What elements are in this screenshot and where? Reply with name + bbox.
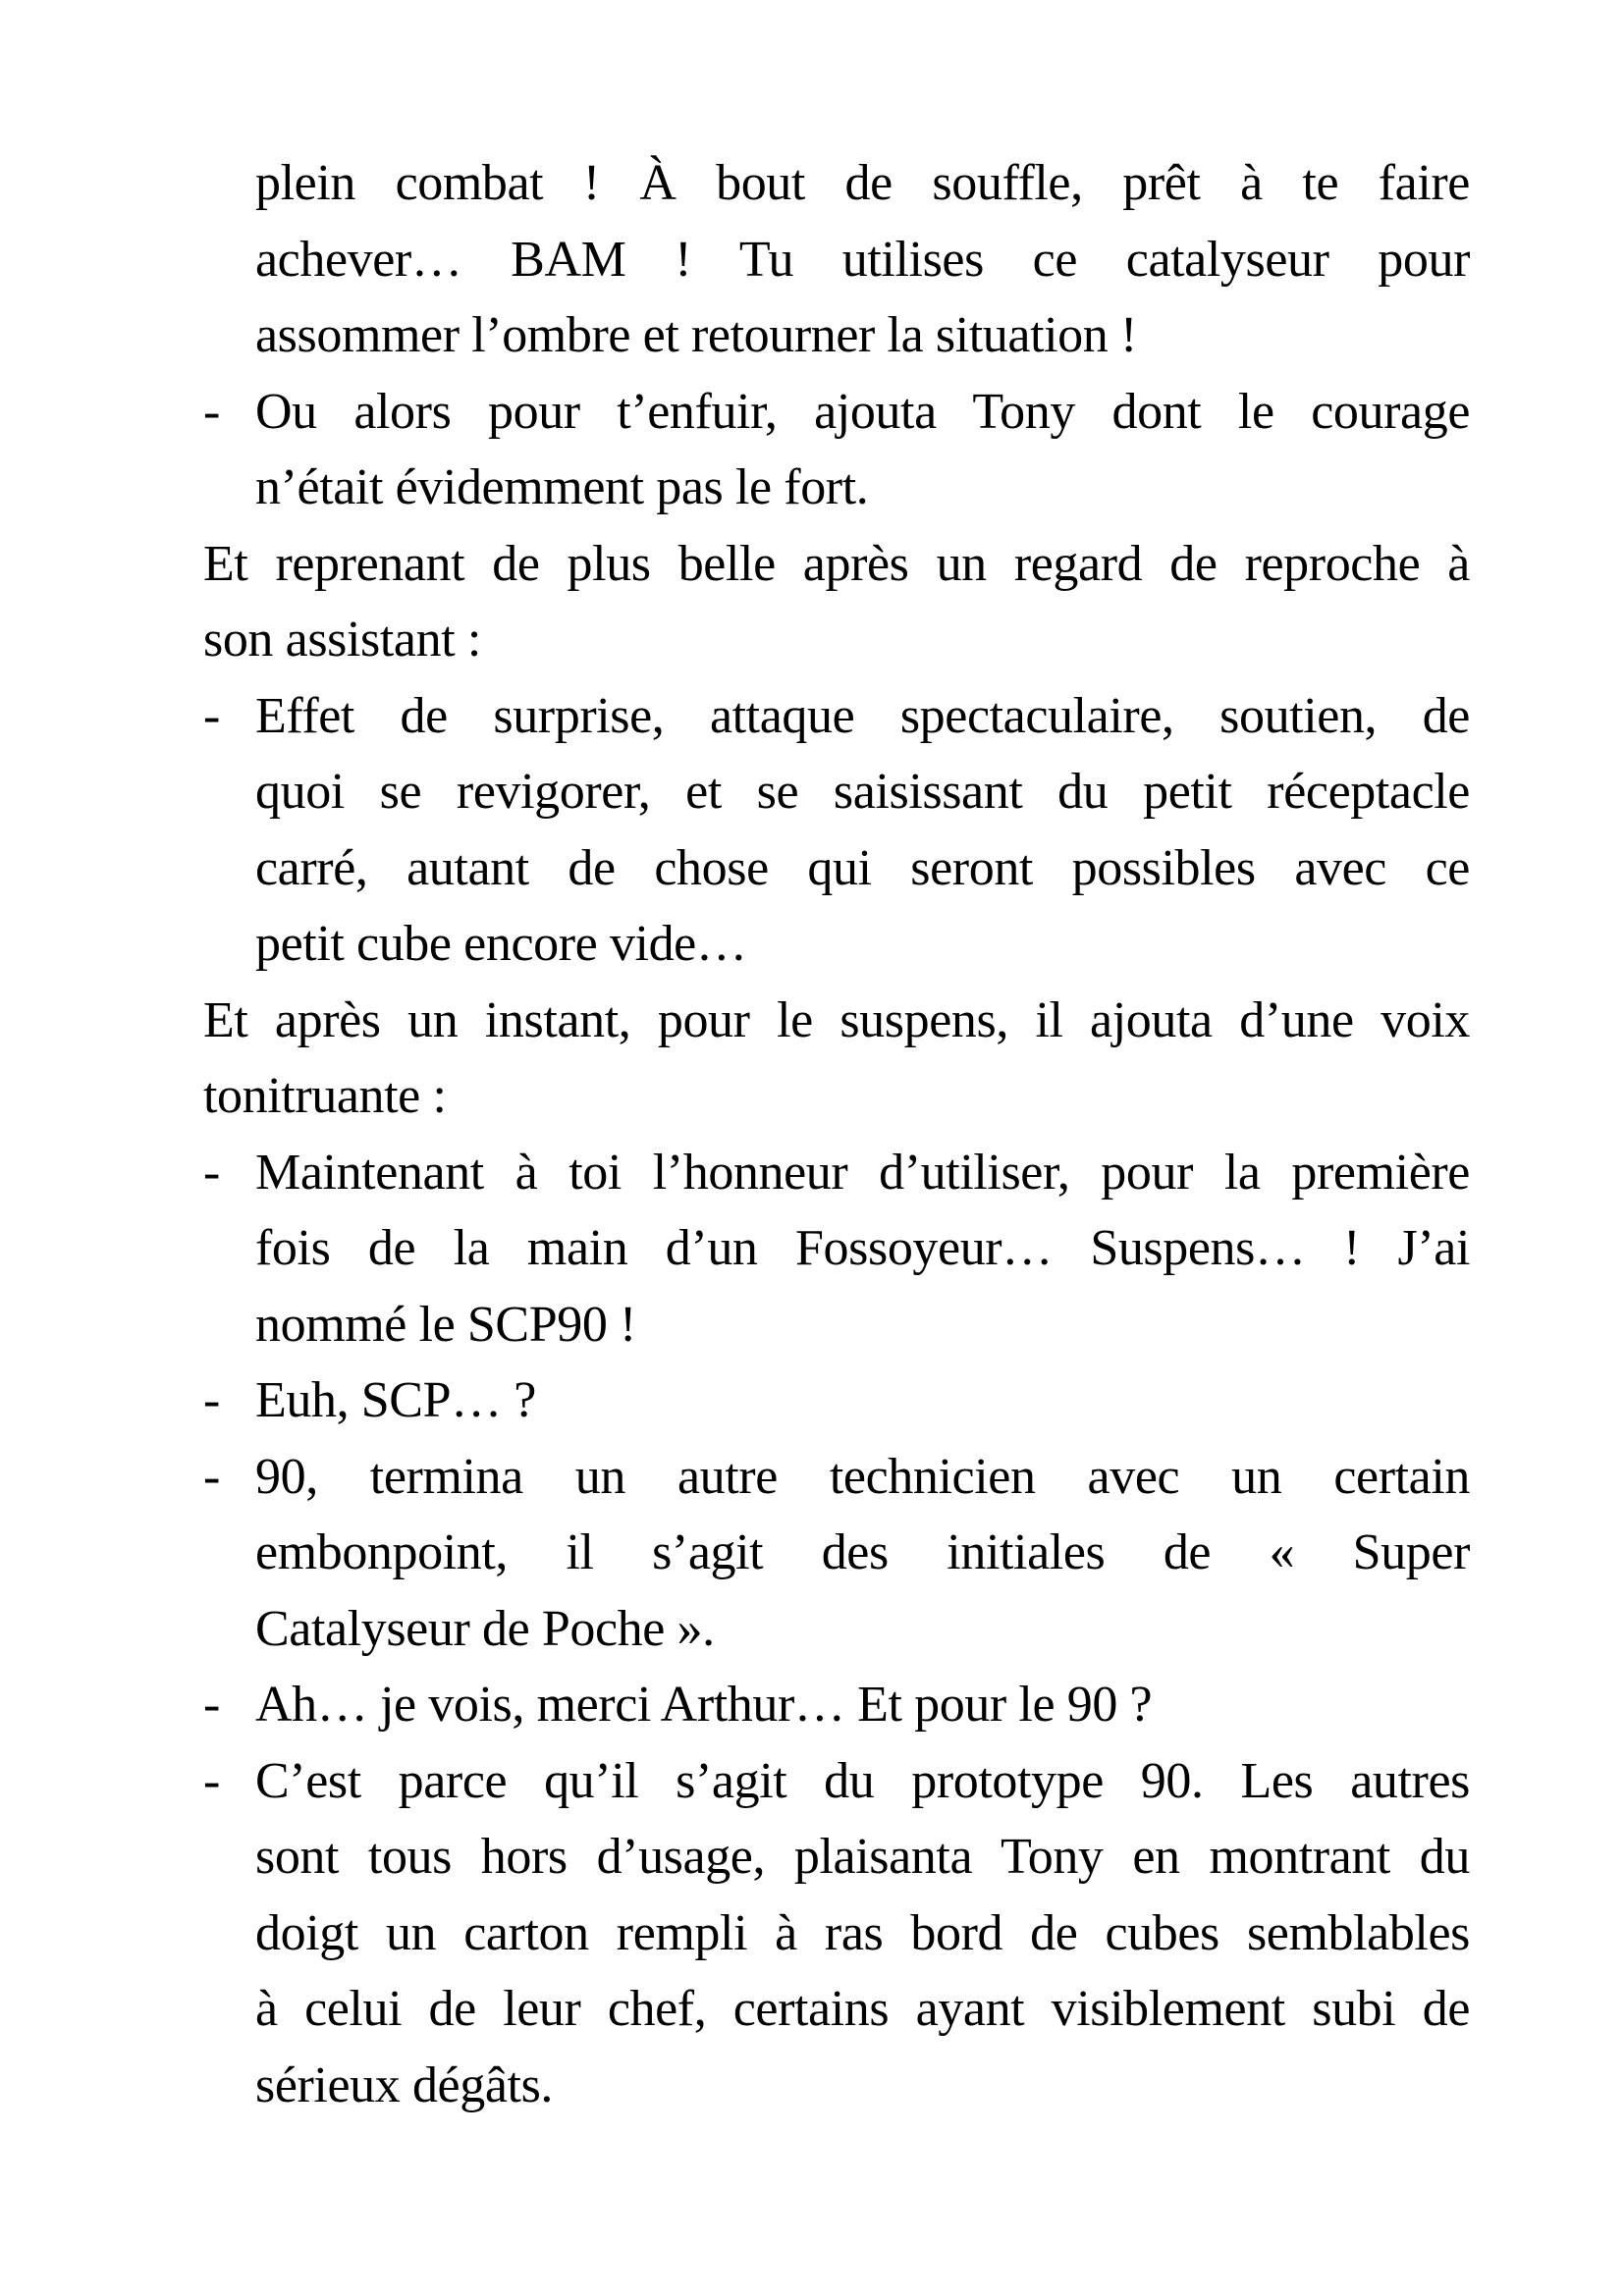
dialogue-dash: - <box>203 1372 220 1428</box>
page-text <box>203 145 1470 2123</box>
dialogue-dash: - <box>203 687 220 744</box>
text-line: Et reprenant de plus belle après un regard de reproche à <box>203 535 1470 592</box>
text-line <box>203 1667 1470 1743</box>
dialogue-dash: - <box>203 1677 220 1733</box>
text-line: Et après un instant, pour le suspens, il ajouta d’une voix <box>203 991 1470 1048</box>
text-line: nommé le SCP90 ! <box>255 1296 636 1353</box>
text-line <box>203 1743 1470 1820</box>
line-text: Euh, SCP… ? <box>255 1372 536 1428</box>
paragraph <box>203 983 1470 1135</box>
paragraph <box>203 145 1470 374</box>
paragraph <box>203 1362 1470 1439</box>
text-line: doigt un carton rempli à ras bord de cubes semblables <box>255 1904 1470 1961</box>
paragraph <box>203 1743 1470 2124</box>
line-text: Effet de surprise, attaque spectaculaire, soutien, de <box>255 687 1470 744</box>
text-line: plein combat ! À bout de souffle, prêt à te faire <box>255 155 1470 211</box>
paragraph <box>203 1439 1470 1668</box>
text-line <box>203 1362 1470 1439</box>
line-text: Maintenant à toi l’honneur d’utiliser, pour la première <box>255 1144 1470 1201</box>
line-text: Ah… je vois, merci Arthur… Et pour le 90 ? <box>255 1677 1153 1733</box>
paragraph <box>203 526 1470 678</box>
text-line <box>203 1135 1470 1211</box>
text-line: n’était évidemment pas le fort. <box>255 459 869 515</box>
text-line: petit cube encore vide… <box>255 916 747 972</box>
dialogue-dash: - <box>203 383 220 440</box>
text-line <box>203 374 1470 451</box>
text-line: Catalyseur de Poche ». <box>255 1600 715 1657</box>
text-line: achever… BAM ! Tu utilises ce catalyseur pour <box>255 231 1470 288</box>
line-text: Ou alors pour t’enfuir, ajouta Tony dont le courage <box>255 383 1470 440</box>
text-line: à celui de leur chef, certains ayant visiblement subi de <box>255 1981 1470 2037</box>
text-line: tonitruante : <box>203 1068 447 1124</box>
text-line <box>203 1439 1470 1516</box>
text-line: son assistant : <box>203 612 481 667</box>
dialogue-dash: - <box>203 1144 220 1201</box>
paragraph <box>203 1667 1470 1743</box>
text-line: carré, autant de chose qui seront possibles avec ce <box>255 839 1470 896</box>
paragraph <box>203 1135 1470 1363</box>
text-line: embonpoint, il s’agit des initiales de « Super <box>255 1524 1470 1580</box>
text-line: quoi se revigorer, et se saisissant du petit réceptacle <box>255 764 1470 820</box>
text-line: sérieux dégâts. <box>255 2056 554 2113</box>
text-line: sont tous hors d’usage, plaisanta Tony en montrant du <box>255 1829 1470 1885</box>
line-text: C’est parce qu’il s’agit du prototype 90. Les autres <box>255 1752 1470 1809</box>
dialogue-dash: - <box>203 1448 220 1505</box>
dialogue-dash: - <box>203 1752 220 1809</box>
line-text: 90, termina un autre technicien avec un certain <box>255 1448 1470 1505</box>
text-line <box>203 678 1470 755</box>
paragraph <box>203 678 1470 983</box>
text-line: assommer l’ombre et retourner la situation ! <box>255 307 1137 363</box>
text-line: fois de la main d’un Fossoyeur… Suspens… ! J’ai <box>255 1220 1470 1276</box>
paragraph <box>203 374 1470 526</box>
